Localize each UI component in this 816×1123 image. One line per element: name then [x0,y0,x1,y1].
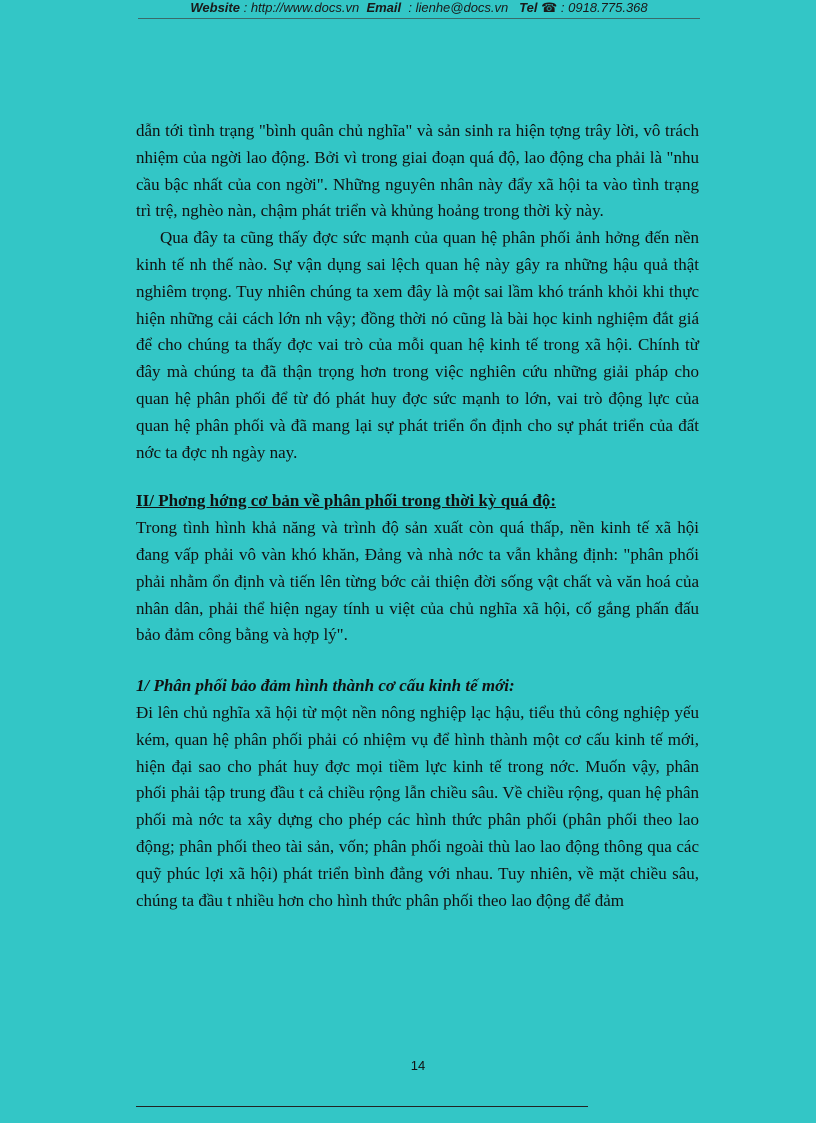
tel-value: : 0918.775.368 [560,0,648,15]
paragraph-2: Qua đây ta cũng thấy đợc sức mạnh của quan hệ phân phối ảnh hởng đến nền kinh tế nh thế nào. Sự vận dụng sai lệch quan hệ này gây ra những hậu quả thật nghiêm trọng. Tuy nhiên chúng ta xem đây là một sai lầm khó tránh khỏi khi thực hiện những cải cách lớn nh vậy; đồng thời nó cũng là bài học kinh nghiệm đắt giá để cho chúng ta thấy đợc vai trò của mỗi quan hệ kinh tế trong xã hội. Chính từ đây mà chúng ta đã thận trọng hơn trong việc nghiên cứu những giải pháp cho quan hệ phân phối để từ đó phát huy đợc sức mạnh to lớn, vai trò động lực của quan hệ phân phối và đã mang lại sự phát triển ổn định cho sự phát triển của đất nớc ta đợc nh ngày nay. [136,228,699,462]
footer-divider [136,1106,588,1107]
paragraph-1: dẫn tới tình trạng "bình quân chủ nghĩa" và sản sinh ra hiện tợng trây lời, vô trách nhiệm của ngời lao động. Bởi vì trong giai đoạn quá độ, lao động cha phải là "nhu cầu bậc nhất của con ngời". Những nguyên nhân này đẩy xã hội ta vào tình trạng trì trệ, nghèo nàn, chậm phát triển và khủng hoảng trong thời kỳ này. [136,121,699,221]
phone-icon: ☎ [541,0,558,15]
page-number: 14 [410,1058,426,1073]
email-value[interactable]: : lienhe@docs.vn [408,0,509,15]
website-label: Website [190,0,240,15]
paragraph-3: Trong tình hình khả năng và trình độ sản xuất còn quá thấp, nền kinh tế xã hội đang vấp phải vô vàn khó khăn, Đảng và nhà nớc ta vẫn khẳng định: "phân phối phải nhằm ổn định và tiến lên từng bớc cải thiện đời sống vật chất và văn hoá của nhân dân, phải thể hiện ngay tính u việt của chủ nghĩa xã hội, cố gắng phấn đấu bảo đảm công bằng và hợp lý". [136,518,699,645]
page-header [138,0,700,19]
paragraph-4: Đi lên chủ nghĩa xã hội từ một nền nông nghiệp lạc hậu, tiểu thủ công nghiệp yếu kém, quan hệ phân phối phải có nhiệm vụ để hình thành một cơ cấu kinh tế mới, hiện đại sao cho phát huy đợc mọi tiềm lực kinh tế trong nớc. Muốn vậy, phân phối phải tập trung đầu t cả chiều rộng lẫn chiều sâu. Về chiều rộng, quan hệ phân phối mà nớc ta xây dựng cho phép các hình thức phân phối (phân phối theo lao động; phân phối theo tài sản, vốn; phân phối ngoài thù lao lao động thông qua các quỹ phúc lợi xã hội) phát triển bình đẳng với nhau. Tuy nhiên, về mặt chiều sâu, chúng ta đầu t nhiều hơn cho hình thức phân phối theo lao động để đảm [136,702,699,910]
tel-label: Tel [519,0,538,15]
section-heading: II/ Phơng hớng cơ bản về phân phối trong thời kỳ quá độ: [136,491,556,511]
subsection-heading: 1/ Phân phối bảo đảm hình thành cơ cấu kinh tế mới: [136,676,515,696]
document-body [136,118,699,914]
email-label: Email [366,0,402,15]
website-value[interactable]: : http://www.docs.vn [243,0,360,15]
